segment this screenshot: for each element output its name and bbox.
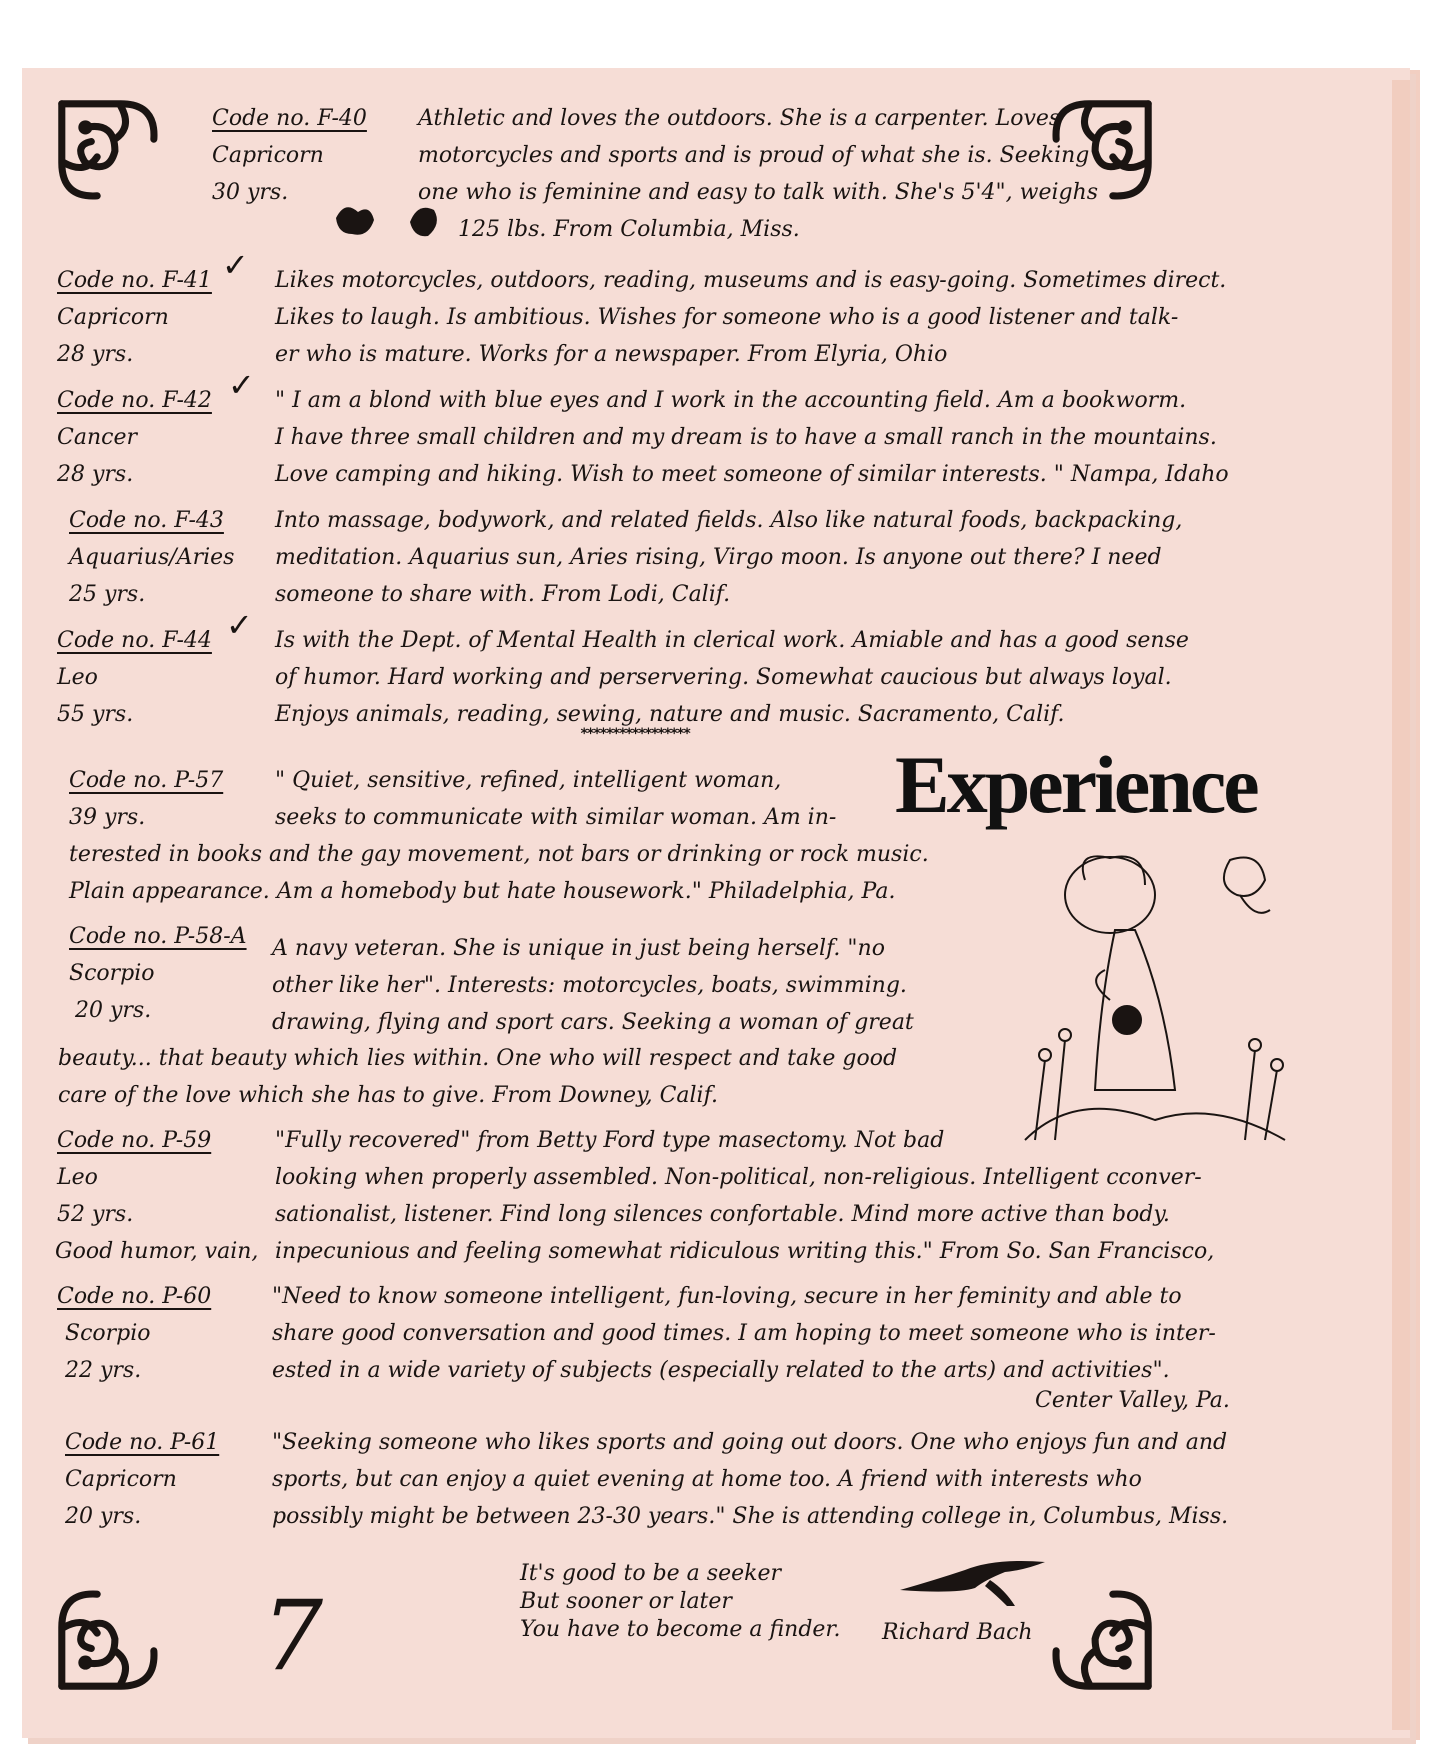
entry-p60-place: Center Valley, Pa. (1035, 1388, 1230, 1413)
experience-heading: Experience (895, 739, 1257, 830)
bird-icon (895, 1550, 1065, 1610)
age: 55 yrs. (57, 702, 134, 727)
age: 20 yrs. (75, 998, 152, 1023)
code-number: Code no. F-43 (69, 508, 224, 533)
ornament-corner-icon (50, 92, 168, 210)
entry-f44-text (275, 622, 1189, 733)
stars-divider: ***************** (580, 726, 690, 742)
trait: Good humor, vain, (55, 1239, 259, 1264)
butterfly-icon (330, 198, 450, 242)
quote-line: But sooner or later (520, 1589, 732, 1614)
entry-line: Love camping and hiking. Wish to meet someone of similar interests. " Nampa, Idaho (275, 462, 1229, 487)
entry-line: " Quiet, sensitive, refined, intelligent woman, (275, 768, 782, 793)
entry-p58a-text (272, 930, 914, 1041)
entry-p57-info (69, 762, 223, 836)
entry-f40-text (418, 100, 1098, 248)
quote (520, 1560, 841, 1644)
entry-f43-info (69, 502, 234, 613)
entry-p61-info (65, 1424, 219, 1535)
entry-line: share good conversation and good times. I am hoping to meet someone who is inter- (272, 1321, 1216, 1346)
entry-line: motorcycles and sports and is proud of what she is. Seeking (418, 143, 1090, 168)
entry-line: Into massage, bodywork, and related fields. Also like natural foods, backpacking, (275, 508, 1183, 533)
entry-line: Enjoys animals, reading, sewing, nature and music. Sacramento, Calif. (275, 702, 1065, 727)
age: 52 yrs. (57, 1202, 134, 1227)
code-number: Code no. P-60 (57, 1284, 212, 1309)
age: 28 yrs. (57, 462, 134, 487)
entry-f41-info (57, 262, 212, 373)
entry-line: I have three small children and my dream is to have a small ranch in the mountains. (275, 425, 1217, 450)
entry-line: sports, but can enjoy a quiet evening at home too. A friend with interests who (272, 1467, 1142, 1492)
entry-f42-text (275, 382, 1229, 493)
entry-line: "Need to know someone intelligent, fun-loving, secure in her feminity and able to (272, 1284, 1182, 1309)
ornament-corner-icon (50, 1580, 168, 1698)
checkmark-icon: ✓ (222, 246, 249, 284)
entry-line: 125 lbs. From Columbia, Miss. (458, 217, 800, 242)
page-number: 7 (262, 1580, 324, 1692)
checkmark-icon: ✓ (226, 606, 253, 644)
age: 22 yrs. (65, 1358, 142, 1383)
entry-p57-text (275, 762, 836, 836)
entry-line: ested in a wide variety of subjects (especially related to the arts) and activities". (272, 1358, 1170, 1383)
entry-line: care of the love which she has to give. From Downey, Calif. (58, 1083, 718, 1108)
checkmark-icon: ✓ (228, 366, 255, 404)
sign: Leo (57, 1165, 98, 1190)
sign: Cancer (57, 425, 137, 450)
sign: Capricorn (57, 305, 169, 330)
sign: Leo (57, 665, 98, 690)
entry-line: of humor. Hard working and perservering. Somewhat caucious but always loyal. (275, 665, 1172, 690)
entry-line: Likes motorcycles, outdoors, reading, museums and is easy-going. Sometimes direct. (275, 268, 1227, 293)
sign: Scorpio (65, 1321, 151, 1346)
entry-line: terested in books and the gay movement, not bars or drinking or rock music. (69, 842, 929, 867)
sign: Capricorn (212, 143, 324, 168)
entry-p60-text (272, 1278, 1216, 1389)
entry-line: Is with the Dept. of Mental Health in clerical work. Amiable and has a good sense (275, 628, 1189, 653)
sign: Scorpio (69, 961, 155, 986)
entry-f44-info (57, 622, 212, 733)
entry-line: beauty... that beauty which lies within. One who will respect and take good (58, 1046, 898, 1071)
entry-line: "Seeking someone who likes sports and going out doors. One who enjoys fun and and (272, 1430, 1228, 1455)
code-number: Code no. P-61 (65, 1430, 220, 1455)
code-number: Code no. F-40 (212, 106, 367, 131)
entry-p60-info (57, 1278, 211, 1389)
age: 25 yrs. (69, 582, 146, 607)
entry-line: Plain appearance. Am a homebody but hate housework." Philadelphia, Pa. (69, 879, 896, 904)
page-edge (1392, 80, 1410, 1730)
age: 28 yrs. (57, 342, 134, 367)
entry-line: drawing, flying and sport cars. Seeking a woman of great (272, 1010, 914, 1035)
entry-p57-wrap (69, 836, 929, 910)
entry-f42-info (57, 382, 212, 493)
age: 30 yrs. (212, 180, 289, 205)
entry-line: A navy veteran. She is unique in just being herself. "no (272, 936, 885, 961)
code-number: Code no. F-41 (57, 268, 212, 293)
code-number: Code no. P-57 (69, 768, 224, 793)
entry-line: Likes to laugh. Is ambitious. Wishes for someone who is a good listener and talk- (275, 305, 1179, 330)
quote-line: You have to become a finder. (520, 1617, 841, 1642)
age: 20 yrs. (65, 1504, 142, 1529)
entry-line: possibly might be between 23-30 years." She is attending college in, Columbus, Miss. (272, 1504, 1229, 1529)
entry-line: " I am a blond with blue eyes and I work in the accounting field. Am a bookworm. (275, 388, 1187, 413)
entry-f40-info (212, 100, 367, 211)
entry-line: inpecunious and feeling somewhat ridiculous writing this." From So. San Francisco, (275, 1239, 1215, 1264)
entry-p58a-info (69, 918, 247, 1029)
girl-illustration (1015, 840, 1295, 1160)
entry-p61-text (272, 1424, 1228, 1535)
entry-line: looking when properly assembled. Non-political, non-religious. Intelligent cconver- (275, 1165, 1202, 1190)
age: 39 yrs. (69, 805, 146, 830)
quote-line: It's good to be a seeker (520, 1561, 781, 1586)
entry-line: "Fully recovered" from Betty Ford type masectomy. Not bad (275, 1128, 945, 1153)
sign: Capricorn (65, 1467, 177, 1492)
entry-p59-info (57, 1122, 258, 1270)
entry-line: sationalist, listener. Find long silences confortable. Mind more active than body. (275, 1202, 1170, 1227)
entry-p59-text (275, 1122, 1214, 1270)
code-number: Code no. P-58-A (69, 924, 247, 949)
entry-p58a-wrap (58, 1040, 897, 1114)
entry-line: someone to share with. From Lodi, Calif. (275, 582, 731, 607)
code-number: Code no. P-59 (57, 1128, 212, 1153)
code-number: Code no. F-44 (57, 628, 212, 653)
entry-f41-text (275, 262, 1226, 373)
entry-line: one who is feminine and easy to talk with. She's 5'4", weighs (418, 180, 1099, 205)
quote-author: Richard Bach (882, 1620, 1033, 1645)
entry-line: other like her". Interests: motorcycles, boats, swimming. (272, 973, 907, 998)
code-number: Code no. F-42 (57, 388, 212, 413)
entry-line: er who is mature. Works for a newspaper. From Elyria, Ohio (275, 342, 948, 367)
entry-line: Athletic and loves the outdoors. She is a carpenter. Loves (418, 106, 1061, 131)
sign: Aquarius/Aries (69, 545, 235, 570)
entry-line: meditation. Aquarius sun, Aries rising, Virgo moon. Is anyone out there? I need (275, 545, 1162, 570)
entry-f43-text (275, 502, 1182, 613)
entry-line: seeks to communicate with similar woman. Am in- (275, 805, 837, 830)
